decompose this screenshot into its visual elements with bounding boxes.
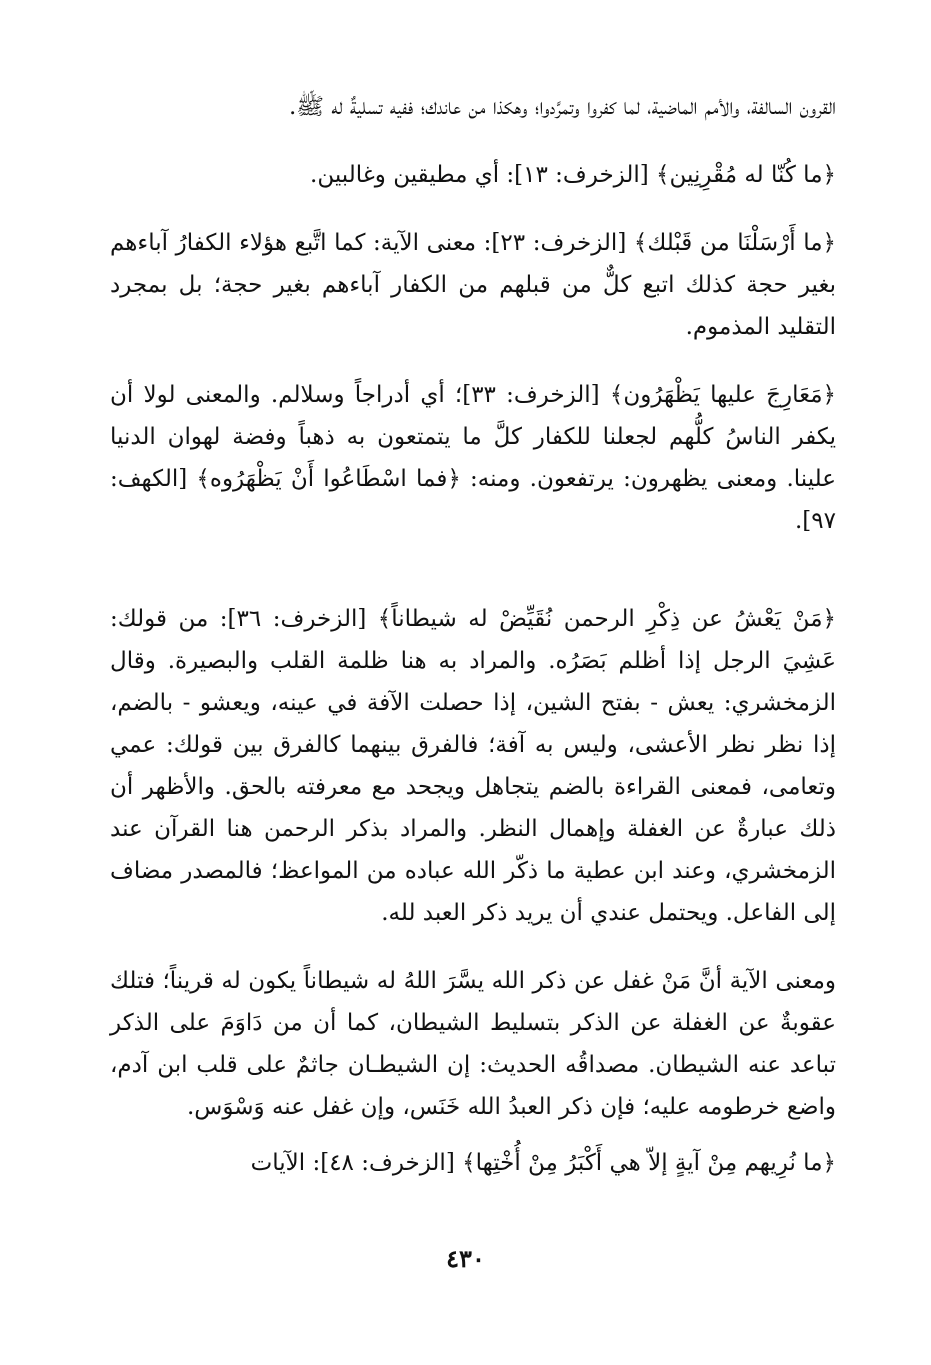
- paragraph-5: ﴿مَنْ يَعْشُ عن ذِكْرِ الرحمن نُقَيِّضْ له شيطاناً﴾ [الزخرف: ٣٦]: من قولك: عَشِيَ الرجل إذا أظلم بَصَرُه. والمراد به هنا ظلمة القلب والبصيرة. وقال الزمخشري: يعش - بفتح الشين، إذا حصلت الآفة في عينه، ويعشو - بالضم، إذا نظر نظر الأعشى، وليس به آفة؛ فالفرق بينهما كالفرق بين قولك: عمي وتعامى، فمعنى القراءة بالضم يتجاهل ويجحد مع معرفته بالحق. والأظهر أن ذلك عبارةٌ عن الغفلة وإهمال النظر. والمراد بذكر الرحمن هنا القرآن عند الزمخشري، وعند ابن عطية ما ذكّر الله عباده من المواعظ؛ فالمصدر مضاف إلى الفاعل. ويحتمل عندي أن يريد ذكر العبد لله.: [110, 606, 836, 926]
- paragraph-1: القرون السالفة، والأمم الماضية، لما كفروا وتمرَّدوا؛ وهكذا من عاندك؛ ففيه تسليةٌ له ﷺ.: [288, 94, 836, 120]
- paragraph-6: ومعنى الآية أنَّ مَنْ غفل عن ذكر الله يسَّرَ اللهُ له شيطاناً يكون له قريناً؛ فتلك عقوبةٌ عن الغفلة عن الذكر بتسليط الشيطان، كما أن من دَاوَمَ على الذكر تباعد عنه الشيطان. مصداقُه الحديث: إن الشيطـان جاثمٌ على قلب ابن آدم، واضع خرطومه عليه؛ فإن ذكر العبدُ الله خَنَس، وإن غفل عنه وَسْوَس.: [110, 968, 836, 1120]
- paragraph-2: ﴿ما كُنّا له مُقْرِنِين﴾ [الزخرف: ١٣]: أي مطيقين وغالبين.: [310, 162, 836, 188]
- paragraph-7: ﴿ما نُرِيهم مِنْ آيةٍ إلاّ هي أَكْبَرُ مِنْ أُخْتِها﴾ [الزخرف: ٤٨]: الآيات: [250, 1150, 836, 1176]
- page-number: ٤٣٠: [446, 1244, 485, 1273]
- paragraph-3: ﴿ما أَرْسَلْنَا من قَبْلك﴾ [الزخرف: ٢٣]: معنى الآية: كما اتَّبع هؤلاء الكفارُ آباءهم بغير حجة كذلك اتبع كلٌّ من قبلهم من الكفار آباءهم بغير حجة؛ بل بمجرد التقليد المذموم.: [110, 230, 837, 340]
- paragraph-4: ﴿مَعَارِجَ عليها يَظْهَرُون﴾ [الزخرف: ٣٣]؛ أي أدراجاً وسلالم. والمعنى لولا أن يكفر الناسُ كلُّهم لجعلنا للكفار كلَّ ما يتمتعون به ذهباً وفضة لهوان الدنيا علينا. ومعنى يظهرون: يرتفعون. ومنه: ﴿فما اسْطَاعُوا أَنْ يَظْهَرُوه﴾ [الكهف: ٩٧].: [110, 382, 836, 534]
- page-body: [110, 86, 836, 1184]
